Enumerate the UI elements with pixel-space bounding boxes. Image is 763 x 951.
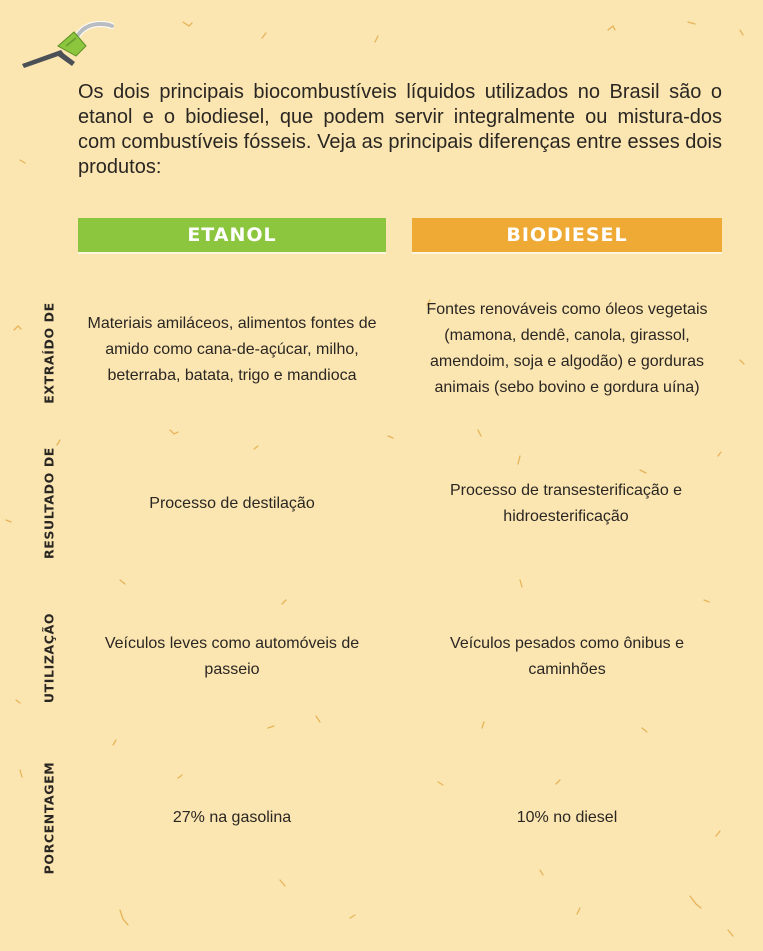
column-header-etanol: ETANOL: [78, 218, 386, 252]
cell-etanol-porcentagem: 27% na gasolina: [172, 809, 292, 826]
column-header-biodiesel: BIODIESEL: [412, 218, 722, 252]
row-label-resultado-de: RESULTADO DE: [41, 447, 57, 559]
cell-etanol-extraido-de: Materiais amiláceos, alimentos fontes de amido como cana-de-açúcar, milho, beterraba, batata, trigo e mandioca: [87, 315, 377, 384]
cell-biodiesel-utilizacao: Veículos pesados como ônibus e caminhões: [450, 635, 684, 678]
cell-biodiesel-resultado-de: Processo de transesterificação e hidroesterificação: [449, 482, 683, 525]
row-label-utilizacao: UTILIZAÇÃO: [41, 612, 57, 704]
cell-biodiesel-extraido-de: Fontes renováveis como óleos vegetais (mamona, dendê, canola, girassol, amendoim, soja e algodão) e gorduras animais (sebo bovino e gordura uína): [426, 301, 708, 396]
row-label-extraido-de: EXTRAÍDO DE: [41, 302, 57, 404]
row-label-porcentagem: PORCENTAGEM: [41, 761, 57, 875]
cell-etanol-resultado-de: Processo de destilação: [149, 495, 315, 512]
cell-biodiesel-porcentagem: 10% no diesel: [516, 809, 618, 826]
cell-etanol-utilizacao: Veículos leves como automóveis de passeio: [104, 635, 360, 678]
fuel-nozzle-icon: [14, 16, 114, 72]
intro-paragraph: Os dois principais biocombustíveis líquidos utilizados no Brasil são o etanol e o biodiesel, que podem servir integralmente ou mistura-dos com combustíveis fósseis. Veja as principais diferenças entre esses dois produtos:: [78, 81, 722, 178]
